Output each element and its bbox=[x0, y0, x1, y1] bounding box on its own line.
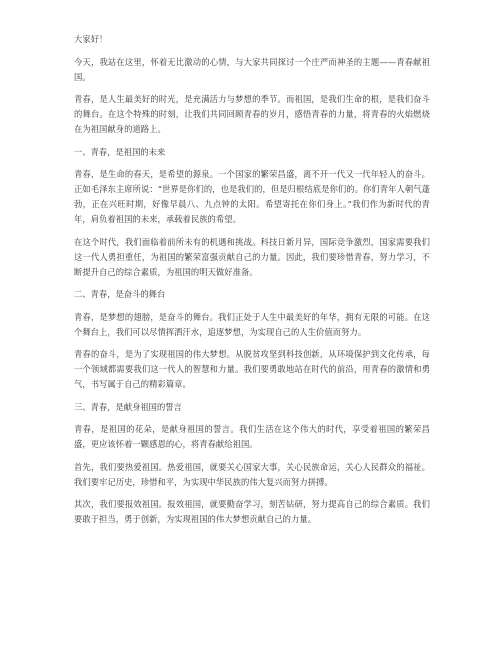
section-heading-2: 二、青春，是奋斗的舞台 bbox=[74, 289, 166, 299]
section-heading-3: 三、青春，是献身祖国的誓言 bbox=[74, 401, 182, 412]
body-paragraph: 首先，我们要热爱祖国。热爱祖国，就要关心国家大事，关心民族命运，关心人民群众的福祉。我们要牢记历史，珍惜和平，为实现中华民族的伟大复兴而努力拼搏。 bbox=[74, 461, 430, 487]
body-paragraph: 青春，是梦想的翅膀，是奋斗的舞台。我们正处于人生中最美好的年华，拥有无限的可能。在这个舞台上，我们可以尽情挥洒汗水，追逐梦想，为实现自己的人生价值而努力。 bbox=[74, 311, 430, 337]
body-paragraph: 青春，是人生最美好的时光，是充满活力与梦想的季节。而祖国，是我们生命的根，是我们奋斗的舞台。在这个特殊的时刻，让我们共同回顾青春的岁月，感悟青春的力量，将青春的火焰燃烧在为祖国献身的道路上。 bbox=[74, 94, 430, 134]
body-paragraph: 其次，我们要报效祖国。报效祖国，就要勤奋学习，刻苦钻研，努力提高自己的综合素质。我们要敢于担当，勇于创新，为实现祖国的伟大梦想贡献自己的力量。 bbox=[74, 499, 430, 524]
body-paragraph: 在这个时代，我们面临着前所未有的机遇和挑战。科技日新月异，国际竞争激烈，国家需要我们这一代人勇担重任，为祖国的繁荣富强贡献自己的力量。因此，我们要珍惜青春，努力学习，不断提升自己的综合素质，为祖国的明天做好准备。 bbox=[74, 236, 430, 277]
body-paragraph: 青春，是祖国的花朵，是献身祖国的誓言。我们生活在这个伟大的时代，享受着祖国的繁荣昌盛，更应该怀着一颗感恩的心，将青春献给祖国。 bbox=[74, 424, 430, 449]
intro-paragraph: 今天，我站在这里，怀着无比激动的心情，与大家共同探讨一个庄严而神圣的主题——青春献祖国。 bbox=[74, 56, 430, 82]
section-heading-1: 一、青春，是祖国的未来 bbox=[74, 146, 166, 157]
greeting: 大家好！ bbox=[74, 34, 108, 44]
body-paragraph: 青春，是生命的春天，是希望的源泉。一个国家的繁荣昌盛，离不开一代又一代年轻人的奋斗。正如毛泽东主席所说：“世界是你们的，也是我们的，但是归根结底是你们的。你们青年人朝气蓬勃，正在兴旺时期，好像早晨八、九点钟的太阳。希望寄托在你们身上。”我们作为新时代的青年，肩负着祖国的未来，承载着民族的希望。 bbox=[74, 169, 430, 224]
body-paragraph: 青春的奋斗，是为了实现祖国的伟大梦想。从脱贫攻坚到科技创新，从环境保护到文化传承，每一个领域都需要我们这一代人的智慧和力量。我们要勇敢地站在时代的前沿，用青春的激情和勇气，书写属于自己的精彩篇章。 bbox=[74, 349, 430, 389]
